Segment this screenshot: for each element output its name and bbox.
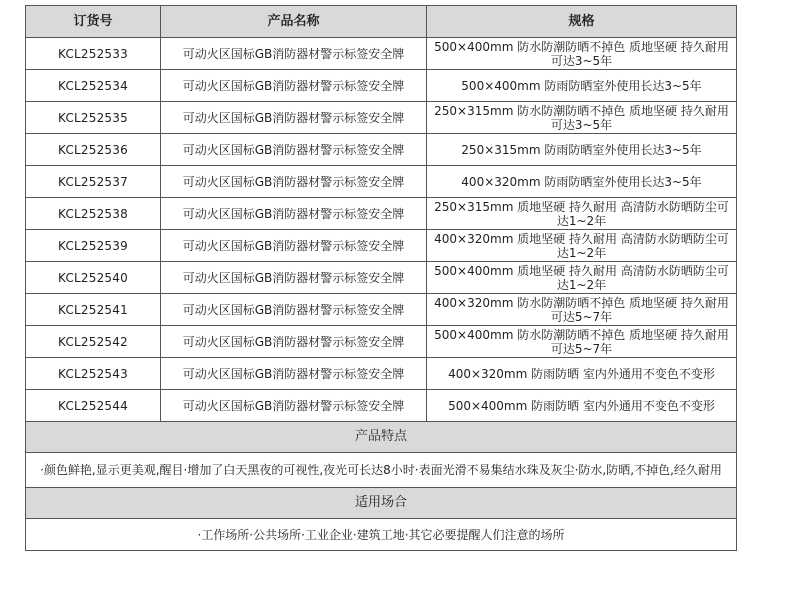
- specification-cell: 250×315mm 防水防潮防晒不掉色 质地坚硬 持久耐用可达3~5年: [427, 102, 737, 134]
- order-number-cell: KCL252544: [26, 390, 161, 422]
- features-header-row: [26, 422, 737, 453]
- product-name-cell: 可动火区国标GB消防器材警示标签安全牌: [161, 358, 427, 390]
- specification-cell: 400×320mm 质地坚硬 持久耐用 高清防水防晒防尘可达1~2年: [427, 230, 737, 262]
- features-title: 产品特点: [26, 422, 737, 453]
- table-header-row: [26, 6, 737, 38]
- usage-title: 适用场合: [26, 488, 737, 519]
- product-name-cell: 可动火区国标GB消防器材警示标签安全牌: [161, 294, 427, 326]
- specification-cell: 250×315mm 质地坚硬 持久耐用 高清防水防晒防尘可达1~2年: [427, 198, 737, 230]
- header-specification: 规格: [427, 6, 737, 38]
- product-name-cell: 可动火区国标GB消防器材警示标签安全牌: [161, 102, 427, 134]
- header-order-number: 订货号: [26, 6, 161, 38]
- specification-cell: 400×320mm 防水防潮防晒不掉色 质地坚硬 持久耐用可达5~7年: [427, 294, 737, 326]
- table-row: [26, 326, 737, 358]
- specification-cell: 500×400mm 防水防潮防晒不掉色 质地坚硬 持久耐用可达3~5年: [427, 38, 737, 70]
- order-number-cell: KCL252537: [26, 166, 161, 198]
- table-row: [26, 294, 737, 326]
- product-name-cell: 可动火区国标GB消防器材警示标签安全牌: [161, 198, 427, 230]
- product-name-cell: 可动火区国标GB消防器材警示标签安全牌: [161, 70, 427, 102]
- usage-text: ·工作场所·公共场所·工业企业·建筑工地·其它必要提醒人们注意的场所: [26, 519, 737, 551]
- product-name-cell: 可动火区国标GB消防器材警示标签安全牌: [161, 166, 427, 198]
- order-number-cell: KCL252535: [26, 102, 161, 134]
- table-row: [26, 230, 737, 262]
- specification-cell: 250×315mm 防雨防晒室外使用长达3~5年: [427, 134, 737, 166]
- specification-cell: 400×320mm 防雨防晒 室内外通用不变色不变形: [427, 358, 737, 390]
- order-number-cell: KCL252538: [26, 198, 161, 230]
- product-name-cell: 可动火区国标GB消防器材警示标签安全牌: [161, 230, 427, 262]
- features-text: ·颜色鲜艳,显示更美观,醒目·增加了白天黑夜的可视性,夜光可长达8小时·表面光滑不易集结水珠及灰尘·防水,防晒,不掉色,经久耐用: [26, 453, 737, 488]
- table-row: [26, 390, 737, 422]
- order-number-cell: KCL252533: [26, 38, 161, 70]
- specification-cell: 500×400mm 防水防潮防晒不掉色 质地坚硬 持久耐用可达5~7年: [427, 326, 737, 358]
- specification-cell: 500×400mm 防雨防晒室外使用长达3~5年: [427, 70, 737, 102]
- order-number-cell: KCL252543: [26, 358, 161, 390]
- product-name-cell: 可动火区国标GB消防器材警示标签安全牌: [161, 262, 427, 294]
- table-row: [26, 102, 737, 134]
- order-number-cell: KCL252540: [26, 262, 161, 294]
- table-row: [26, 198, 737, 230]
- order-number-cell: KCL252539: [26, 230, 161, 262]
- table-row: [26, 134, 737, 166]
- table-row: [26, 358, 737, 390]
- order-number-cell: KCL252536: [26, 134, 161, 166]
- header-product-name: 产品名称: [161, 6, 427, 38]
- product-name-cell: 可动火区国标GB消防器材警示标签安全牌: [161, 38, 427, 70]
- product-name-cell: 可动火区国标GB消防器材警示标签安全牌: [161, 134, 427, 166]
- features-body-row: [26, 453, 737, 488]
- specification-cell: 500×400mm 质地坚硬 持久耐用 高清防水防晒防尘可达1~2年: [427, 262, 737, 294]
- specification-cell: 500×400mm 防雨防晒 室内外通用不变色不变形: [427, 390, 737, 422]
- order-number-cell: KCL252542: [26, 326, 161, 358]
- product-spec-table: [25, 5, 737, 551]
- product-name-cell: 可动火区国标GB消防器材警示标签安全牌: [161, 390, 427, 422]
- table-row: [26, 166, 737, 198]
- specification-cell: 400×320mm 防雨防晒室外使用长达3~5年: [427, 166, 737, 198]
- table-row: [26, 70, 737, 102]
- order-number-cell: KCL252541: [26, 294, 161, 326]
- product-name-cell: 可动火区国标GB消防器材警示标签安全牌: [161, 326, 427, 358]
- order-number-cell: KCL252534: [26, 70, 161, 102]
- usage-body-row: [26, 519, 737, 551]
- table-row: [26, 38, 737, 70]
- usage-header-row: [26, 488, 737, 519]
- table-body: [26, 38, 737, 422]
- table-row: [26, 262, 737, 294]
